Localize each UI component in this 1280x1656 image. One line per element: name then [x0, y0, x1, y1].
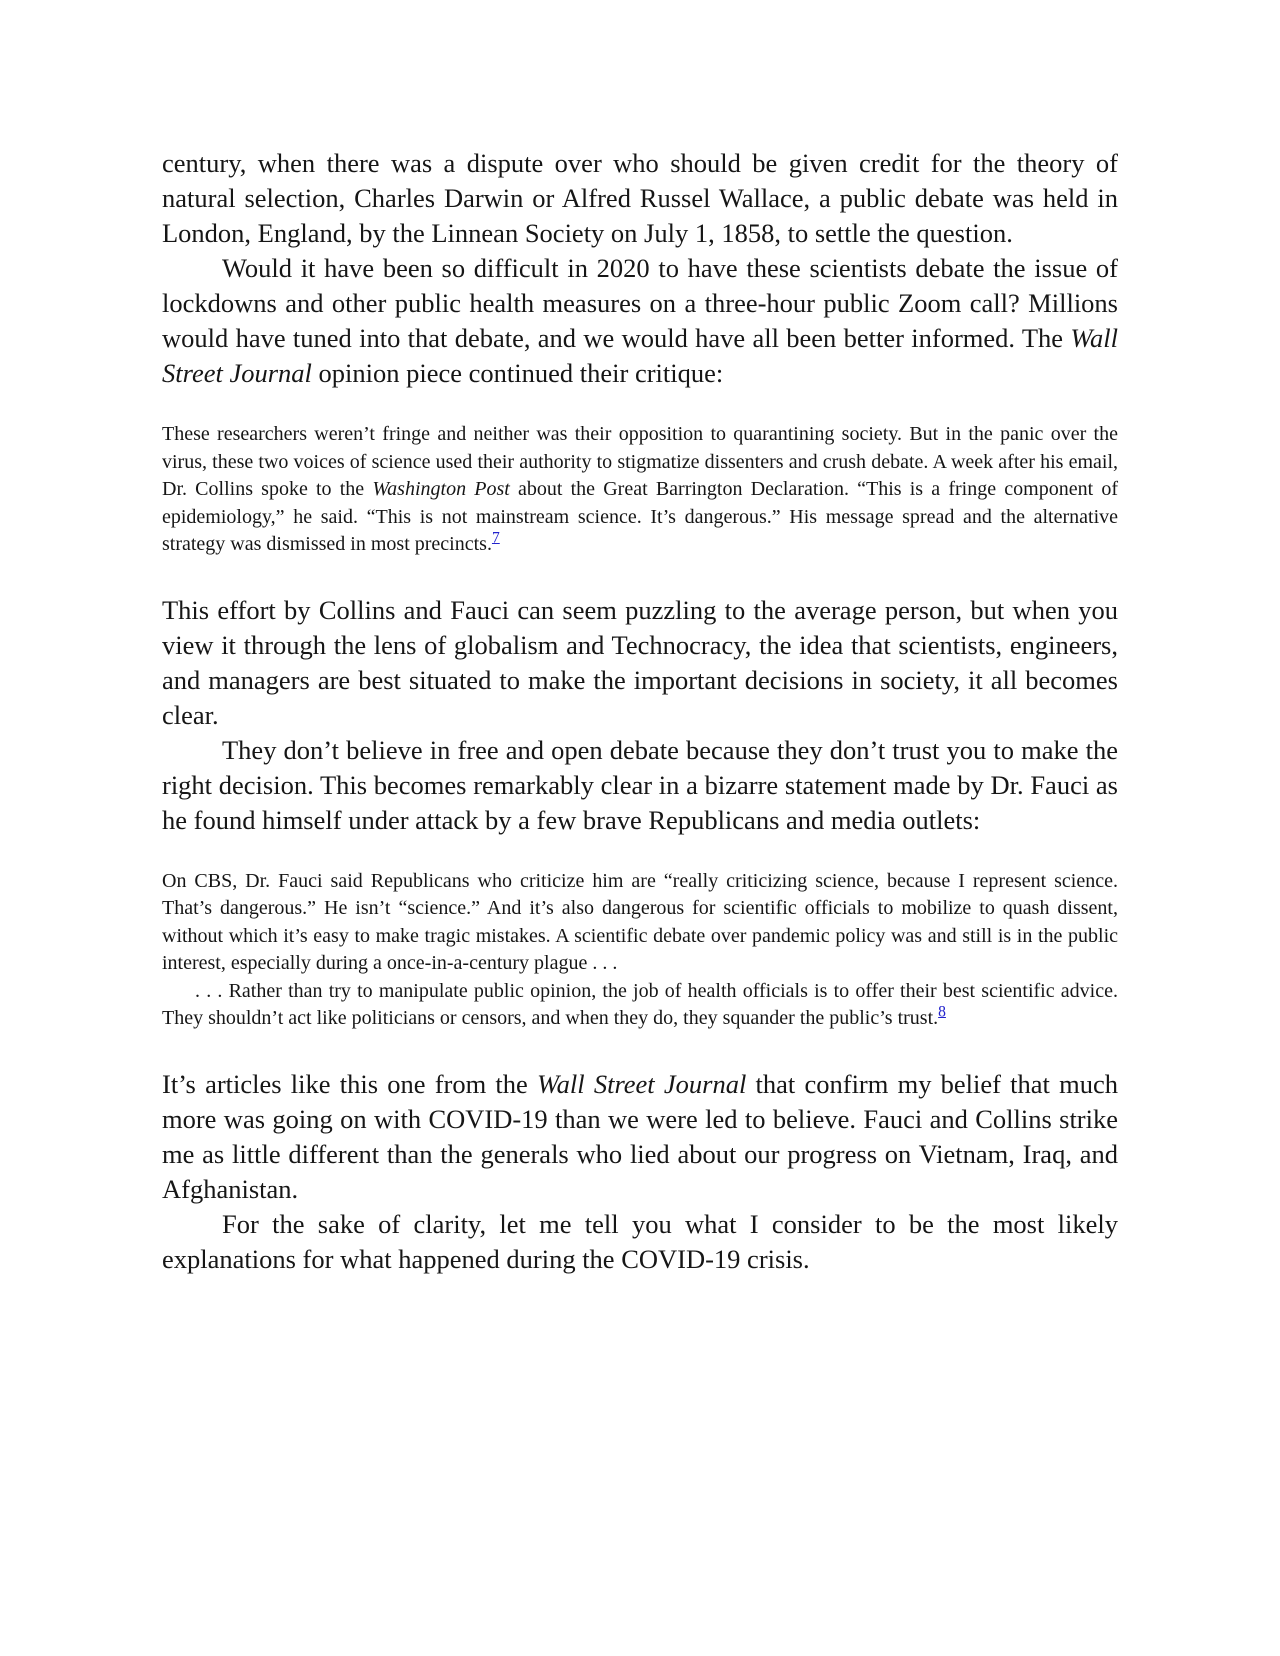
footnote-link-7[interactable]: 7: [491, 529, 500, 547]
paragraph-zoom-debate-text: Would it have been so difficult in 2020 to have these scientists debate the issue of lockdowns and other public health measures on a three-hour public Zoom call? Millions would have tuned into that debate, and we would have all been better informed. The: [162, 253, 1118, 353]
wall-street-journal-title-2: Wall Street Journal: [537, 1068, 747, 1099]
quote-cbs-paragraph-2-text: . . . Rather than try to manipulate public opinion, the job of health officials is to offer their best scientific advice. They shouldn’t act like politicians or censors, and when they do, they squander the public’s trust.: [162, 979, 1118, 1029]
footnote-link-8[interactable]: 8: [938, 1003, 946, 1021]
quote-cbs-paragraph-1: On CBS, Dr. Fauci said Republicans who criticize him are “really criticizing science, because I represent science. That’s dangerous.” He isn’t “science.” And it’s also dangerous for scientific officials to mobilize to quash dissent, without which it’s easy to make tragic mistakes. A scientific debate over pandemic policy was and still is in the public interest, especially during a once-in-a-century plague . . .: [162, 869, 1118, 974]
paragraph-articles-belief-pre: It’s articles like this one from the: [162, 1068, 538, 1099]
paragraph-free-debate: They don’t believe in free and open debate because they don’t trust you to make the right decision. This becomes remarkably clear in a bizarre statement made by Dr. Fauci as he found himself under attack by a few brave Republicans and media outlets:: [162, 734, 1118, 835]
paragraph-articles-belief: [162, 1067, 1118, 1207]
footnote-8-superscript: [938, 1003, 946, 1020]
block-quote-cbs-fauci: [162, 868, 1118, 1033]
paragraph-sake-of-clarity: For the sake of clarity, let me tell you what I consider to be the most likely explanations for what happened during the COVID-19 crisis.: [162, 1208, 1118, 1274]
quote-cbs-paragraph-2: [162, 978, 1118, 1033]
quote-researchers-text: [162, 421, 1118, 559]
footnote-7-superscript: [492, 529, 500, 546]
block-quote-wsj-critique: [162, 421, 1118, 559]
paragraph-zoom-debate-text-end: opinion piece continued their critique:: [311, 358, 724, 388]
paragraph-articles-belief-post: that confirm my belief that much more was going on with COVID-19 than we were led to believe. Fauci and Collins strike me as little different than the generals who lied about our progress on Vietnam, Iraq, and Afghanistan.: [162, 1068, 1119, 1204]
paragraph-collins-fauci: This effort by Collins and Fauci can seem puzzling to the average person, but when you view it through the lens of globalism and Technocracy, the idea that scientists, engineers, and managers are best situated to make the important decisions in society, it all becomes clear.: [162, 594, 1118, 730]
quote-researchers-post: about the Great Barrington Declaration. “This is a fringe component of epidemiology,” he said. “This is not mainstream science. It’s dangerous.” His message spread and the alternative strategy was dismissed in most precincts.: [162, 478, 1118, 555]
washington-post-title: Washington Post: [372, 478, 510, 500]
wall-street-journal-title: Wall Street Journal: [162, 323, 1118, 388]
quote-researchers-pre: These researchers weren’t fringe and neither was their opposition to quarantining society. But in the panic over the virus, these two voices of science used their authority to stigmatize dissenters and crush debate. A week after his email, Dr. Collins spoke to the: [162, 423, 1118, 500]
paragraph-natural-selection: century, when there was a dispute over who should be given credit for the theory of natural selection, Charles Darwin or Alfred Russel Wallace, a public debate was held in London, England, by the Linnean Society on July 1, 1858, to settle the question.: [162, 148, 1118, 248]
paragraph-zoom-debate: [162, 251, 1118, 391]
